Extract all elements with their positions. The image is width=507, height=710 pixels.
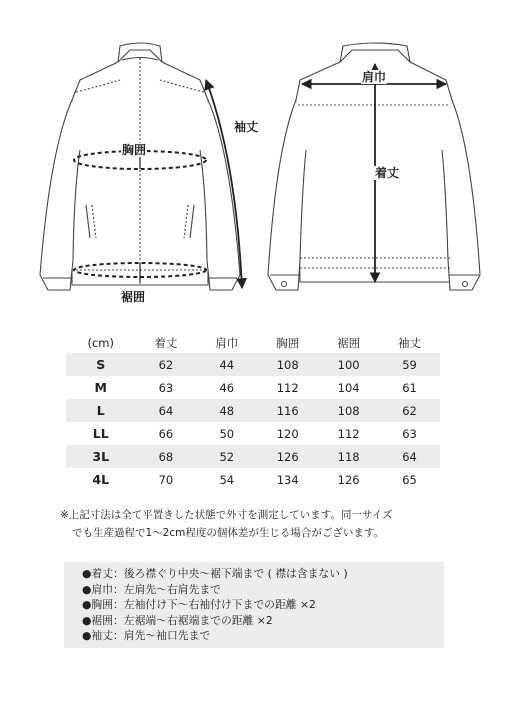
table-cell: 61 <box>402 380 417 395</box>
table-cell: 48 <box>196 399 257 422</box>
table-cell: 118 <box>318 445 379 468</box>
definition-item: ●袖丈：肩先〜袖口先まで <box>82 629 211 643</box>
size-cell: L <box>66 399 135 422</box>
table-cell: 70 <box>158 472 174 487</box>
shoulder-width-label: 肩巾 <box>362 70 387 84</box>
table-cell: 66 <box>158 426 174 441</box>
table-cell: 54 <box>219 472 235 487</box>
note-line-1: ※上記寸法は全て平置きした状態で外寸を測定しています。同一サイズ <box>60 509 393 521</box>
table-cell: 116 <box>257 399 318 422</box>
chest-label: 胸囲 <box>122 143 147 157</box>
column-header: 着丈 <box>154 336 178 350</box>
size-cell: 4L <box>92 472 110 487</box>
table-row <box>66 353 440 376</box>
table-cell: 62 <box>135 353 196 376</box>
hem-label: 裾囲 <box>121 290 146 304</box>
size-cell: M <box>94 380 107 395</box>
column-header: 胸囲 <box>276 336 300 350</box>
table-cell: 63 <box>402 426 417 441</box>
column-header: 肩巾 <box>215 336 239 350</box>
table-cell: 62 <box>379 399 440 422</box>
table-cell: 100 <box>318 353 379 376</box>
table-cell: 59 <box>379 353 440 376</box>
table-cell: 104 <box>337 380 360 395</box>
table-row <box>66 399 440 422</box>
table-cell: 134 <box>276 472 299 487</box>
unit-header: (cm) <box>87 336 114 350</box>
front-length-label: 着丈 <box>375 166 400 180</box>
table-cell: 63 <box>158 380 174 395</box>
definition-item: ●着丈：後ろ襟ぐり中央〜裾下端まで ( 襟は含まない ) <box>82 567 348 580</box>
column-header: 袖丈 <box>398 336 422 350</box>
size-cell: 3L <box>66 445 135 468</box>
table-cell: 44 <box>196 353 257 376</box>
size-cell: S <box>66 353 135 376</box>
table-cell: 108 <box>257 353 318 376</box>
table-row <box>66 468 440 491</box>
column-header: 裾囲 <box>337 336 361 350</box>
definition-item: ●肩巾：左肩先〜右肩先まで <box>82 582 221 596</box>
definition-item: ●胸囲：左袖付け下〜右袖付け下までの距離 ×2 <box>82 598 316 612</box>
table-cell: 112 <box>337 426 360 441</box>
table-row <box>66 376 440 399</box>
table-cell: 64 <box>379 445 440 468</box>
table-cell: 126 <box>337 472 360 487</box>
definition-item: ●裾囲：左裾端〜右裾端までの距離 ×2 <box>82 613 273 627</box>
measurement-definitions <box>64 562 444 648</box>
jacket-diagram <box>0 0 507 320</box>
table-cell: 112 <box>276 380 299 395</box>
table-header <box>66 333 440 353</box>
note-line-2: でも生産過程で1〜2cm程度の個体差が生じる場合がございます。 <box>72 527 385 539</box>
table-row <box>66 422 440 445</box>
size-table <box>66 333 440 491</box>
table-row <box>66 445 440 468</box>
sleeve-length-label: 袖丈 <box>234 120 259 134</box>
table-cell: 68 <box>135 445 196 468</box>
table-cell: 64 <box>135 399 196 422</box>
table-cell: 65 <box>402 472 417 487</box>
table-cell: 120 <box>276 426 299 441</box>
table-cell: 108 <box>318 399 379 422</box>
table-cell: 46 <box>219 380 235 395</box>
table-cell: 126 <box>257 445 318 468</box>
size-cell: LL <box>92 426 109 441</box>
table-cell: 50 <box>219 426 235 441</box>
table-cell: 52 <box>196 445 257 468</box>
